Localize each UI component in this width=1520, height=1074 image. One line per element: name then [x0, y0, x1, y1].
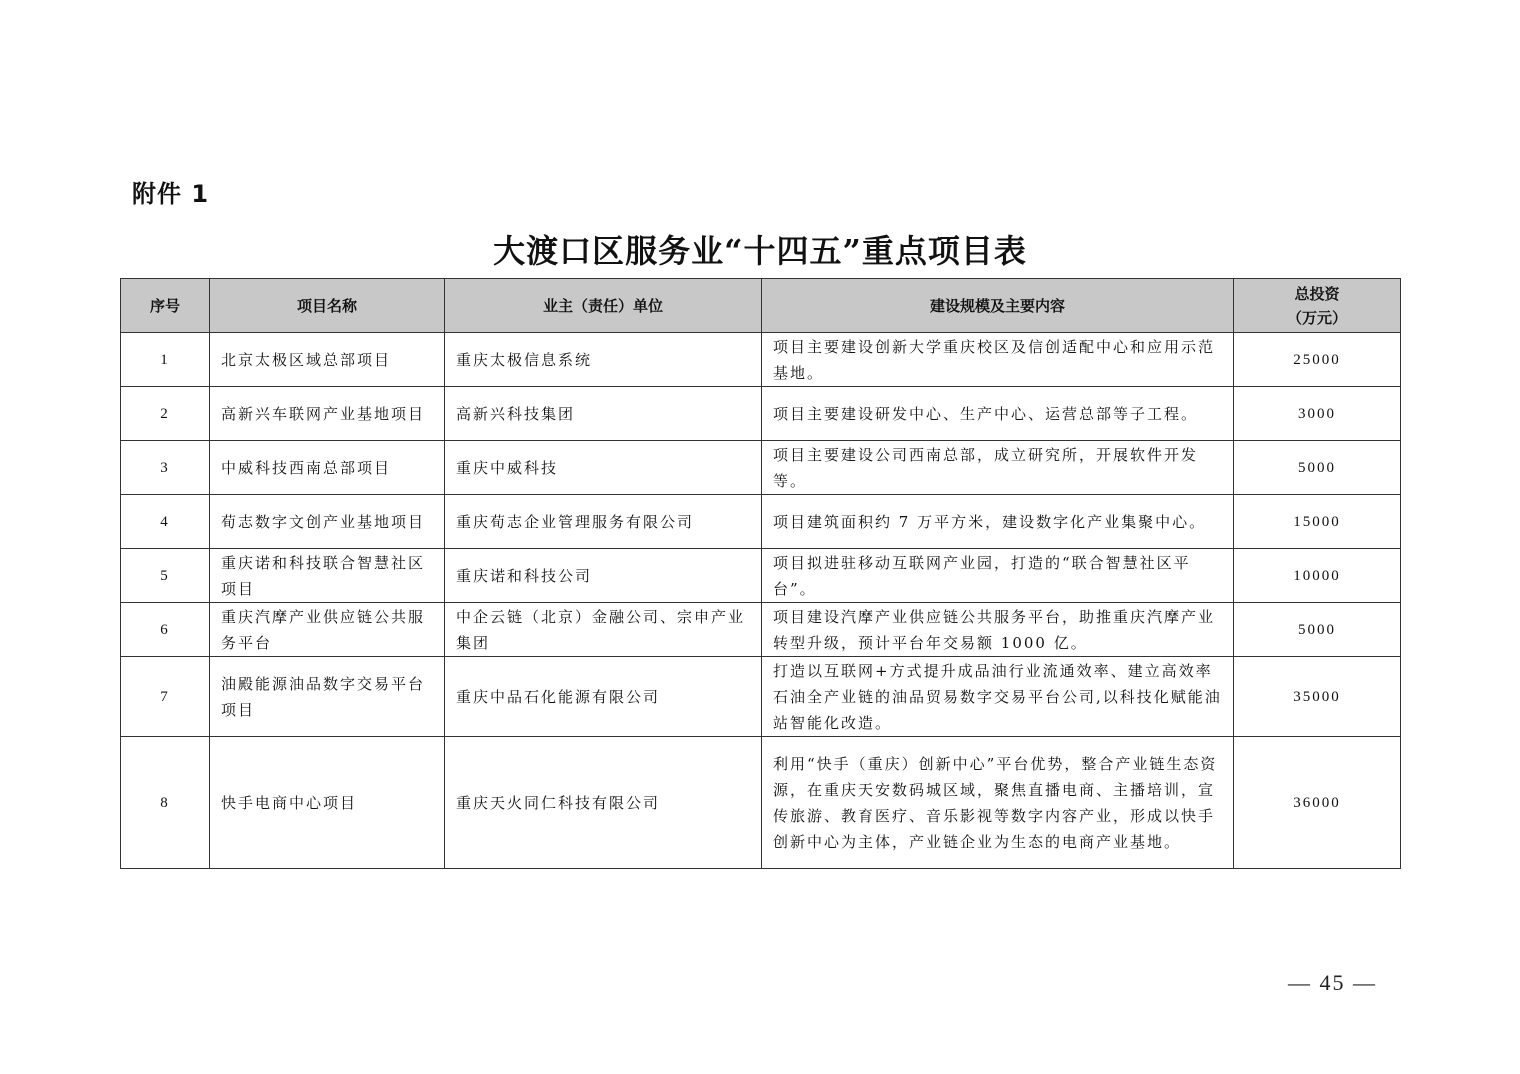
- cell-investment: 15000: [1234, 495, 1401, 549]
- cell-investment: 3000: [1234, 387, 1401, 441]
- cell-content: 项目建筑面积约 7 万平方米，建设数字化产业集聚中心。: [762, 495, 1234, 549]
- project-table: [120, 278, 1401, 869]
- cell-name: 快手电商中心项目: [210, 737, 445, 869]
- table-row: [121, 737, 1401, 869]
- table-row: [121, 333, 1401, 387]
- cell-investment: 36000: [1234, 737, 1401, 869]
- cell-content: 项目主要建设创新大学重庆校区及信创适配中心和应用示范基地。: [762, 333, 1234, 387]
- cell-owner: 重庆诺和科技公司: [445, 549, 762, 603]
- cell-content: 打造以互联网+方式提升成品油行业流通效率、建立高效率石油全产业链的油品贸易数字交易平台公司,以科技化赋能油站智能化改造。: [762, 657, 1234, 737]
- cell-owner: 重庆天火同仁科技有限公司: [445, 737, 762, 869]
- cell-no: 8: [121, 737, 210, 869]
- cell-content: 项目建设汽摩产业供应链公共服务平台，助推重庆汽摩产业转型升级，预计平台年交易额 1000 亿。: [762, 603, 1234, 657]
- table-row: [121, 441, 1401, 495]
- cell-owner: 重庆太极信息系统: [445, 333, 762, 387]
- header-investment-line2: （万元）: [1286, 308, 1347, 327]
- cell-investment: 35000: [1234, 657, 1401, 737]
- cell-name: 重庆汽摩产业供应链公共服务平台: [210, 603, 445, 657]
- document-title: 大渡口区服务业“十四五”重点项目表: [493, 232, 1027, 270]
- cell-owner: 重庆荀志企业管理服务有限公司: [445, 495, 762, 549]
- cell-no: 7: [121, 657, 210, 737]
- table-header: [121, 279, 1401, 333]
- cell-no: 5: [121, 549, 210, 603]
- header-name: 项目名称: [210, 279, 445, 333]
- cell-content: 项目拟进驻移动互联网产业园，打造的“联合智慧社区平台”。: [762, 549, 1234, 603]
- table-row: [121, 603, 1401, 657]
- cell-investment: 25000: [1234, 333, 1401, 387]
- cell-name: 油殿能源油品数字交易平台项目: [210, 657, 445, 737]
- cell-no: 2: [121, 387, 210, 441]
- header-investment-line1: 总投资: [1294, 284, 1340, 303]
- cell-content: 项目主要建设公司西南总部，成立研究所，开展软件开发等。: [762, 441, 1234, 495]
- cell-name: 重庆诺和科技联合智慧社区项目: [210, 549, 445, 603]
- page-number: — 45 —: [1288, 970, 1377, 995]
- header-owner: 业主（责任）单位: [445, 279, 762, 333]
- table-row: [121, 495, 1401, 549]
- header-no: 序号: [121, 279, 210, 333]
- table-row: [121, 657, 1401, 737]
- cell-name: 北京太极区域总部项目: [210, 333, 445, 387]
- cell-name: 荀志数字文创产业基地项目: [210, 495, 445, 549]
- cell-name: 高新兴车联网产业基地项目: [210, 387, 445, 441]
- cell-no: 3: [121, 441, 210, 495]
- attachment-label: 附件 1: [132, 180, 210, 208]
- table-row: [121, 387, 1401, 441]
- table-body: [121, 333, 1401, 869]
- table-row: [121, 549, 1401, 603]
- cell-investment: 5000: [1234, 603, 1401, 657]
- cell-investment: 5000: [1234, 441, 1401, 495]
- header-investment: [1234, 279, 1401, 333]
- cell-content: 利用“快手（重庆）创新中心”平台优势，整合产业链生态资源，在重庆天安数码城区域，聚焦直播电商、主播培训，宣传旅游、教育医疗、音乐影视等数字内容产业，形成以快手创新中心为主体，产业链企业为生态的电商产业基地。: [762, 737, 1234, 869]
- cell-no: 1: [121, 333, 210, 387]
- cell-no: 6: [121, 603, 210, 657]
- cell-content: 项目主要建设研发中心、生产中心、运营总部等子工程。: [762, 387, 1234, 441]
- cell-owner: 高新兴科技集团: [445, 387, 762, 441]
- cell-name: 中威科技西南总部项目: [210, 441, 445, 495]
- cell-no: 4: [121, 495, 210, 549]
- cell-owner: 中企云链（北京）金融公司、宗申产业集团: [445, 603, 762, 657]
- cell-owner: 重庆中品石化能源有限公司: [445, 657, 762, 737]
- header-content: 建设规模及主要内容: [762, 279, 1234, 333]
- cell-owner: 重庆中威科技: [445, 441, 762, 495]
- cell-investment: 10000: [1234, 549, 1401, 603]
